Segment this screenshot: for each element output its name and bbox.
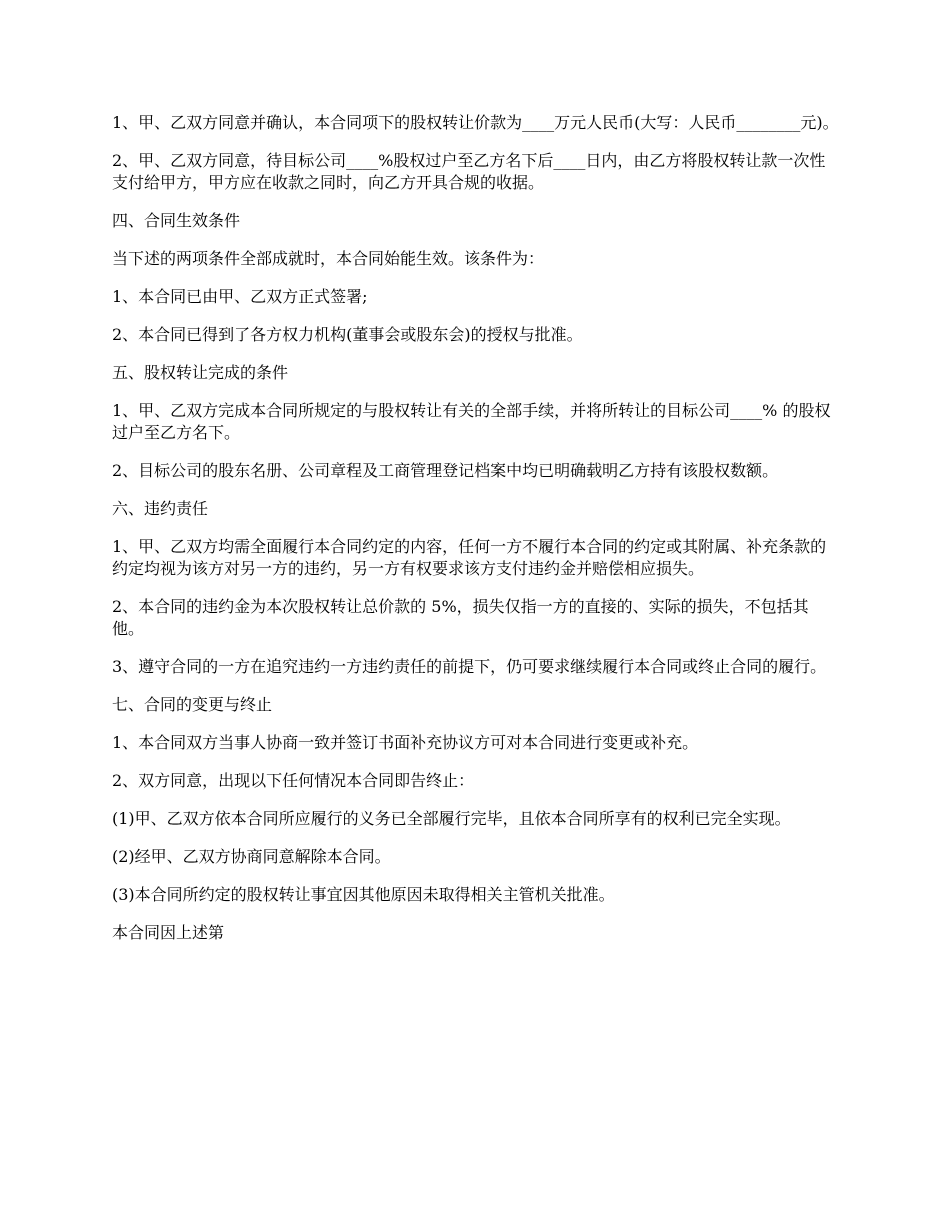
clause-payment-timing: 2、甲、乙双方同意，待目标公司____%股权过户至乙方名下后____日内，由乙方将股权转让款一次性支付给甲方，甲方应在收款之同时，向乙方开具合规的收据。 bbox=[112, 151, 826, 192]
termination-item-1: (1)甲、乙双方依本合同所应履行的义务已全部履行完毕，且依本合同所享有的权利已完全实现。 bbox=[112, 809, 791, 828]
document-body bbox=[112, 112, 840, 960]
completion-condition-1: 1、甲、乙双方完成本合同所规定的与股权转让有关的全部手续，并将所转让的目标公司____% 的股权过户至乙方名下。 bbox=[112, 401, 831, 442]
clause-payment-price: 1、甲、乙双方同意并确认，本合同项下的股权转让价款为____万元人民币(大写：人民币________元)。 bbox=[112, 113, 839, 132]
section-heading-change-termination: 七、合同的变更与终止 bbox=[112, 695, 273, 714]
section-heading-effectiveness: 四、合同生效条件 bbox=[112, 211, 241, 230]
liability-clause-1: 1、甲、乙双方均需全面履行本合同约定的内容，任何一方不履行本合同的约定或其附属、补充条款的约定均视为该方对另一方的违约，另一方有权要求该方支付违约金并赔偿相应损失。 bbox=[112, 537, 827, 578]
effectiveness-intro: 当下述的两项条件全部成就时，本合同始能生效。该条件为： bbox=[112, 249, 545, 268]
termination-item-3: (3)本合同所约定的股权转让事宜因其他原因未取得相关主管机关批准。 bbox=[112, 885, 615, 904]
truncated-paragraph: 本合同因上述第 bbox=[112, 923, 225, 942]
effectiveness-condition-2: 2、本合同已得到了各方权力机构(董事会或股东会)的授权与批准。 bbox=[112, 325, 583, 344]
termination-clause-2: 2、双方同意，出现以下任何情况本合同即告终止： bbox=[112, 771, 475, 790]
effectiveness-condition-1: 1、本合同已由甲、乙双方正式签署; bbox=[112, 287, 368, 306]
liability-clause-2: 2、本合同的违约金为本次股权转让总价款的 5%，损失仅指一方的直接的、实际的损失，不包括其他。 bbox=[112, 597, 809, 638]
section-heading-completion: 五、股权转让完成的条件 bbox=[112, 363, 289, 382]
liability-clause-3: 3、遵守合同的一方在追究违约一方违约责任的前提下，仍可要求继续履行本合同或终止合同的履行。 bbox=[112, 657, 827, 676]
completion-condition-2: 2、目标公司的股东名册、公司章程及工商管理登记档案中均已明确载明乙方持有该股权数额。 bbox=[112, 461, 779, 480]
termination-item-2: (2)经甲、乙双方协商同意解除本合同。 bbox=[112, 847, 391, 866]
section-heading-liability: 六、违约责任 bbox=[112, 499, 209, 518]
change-clause-1: 1、本合同双方当事人协商一致并签订书面补充协议方可对本合同进行变更或补充。 bbox=[112, 733, 699, 752]
